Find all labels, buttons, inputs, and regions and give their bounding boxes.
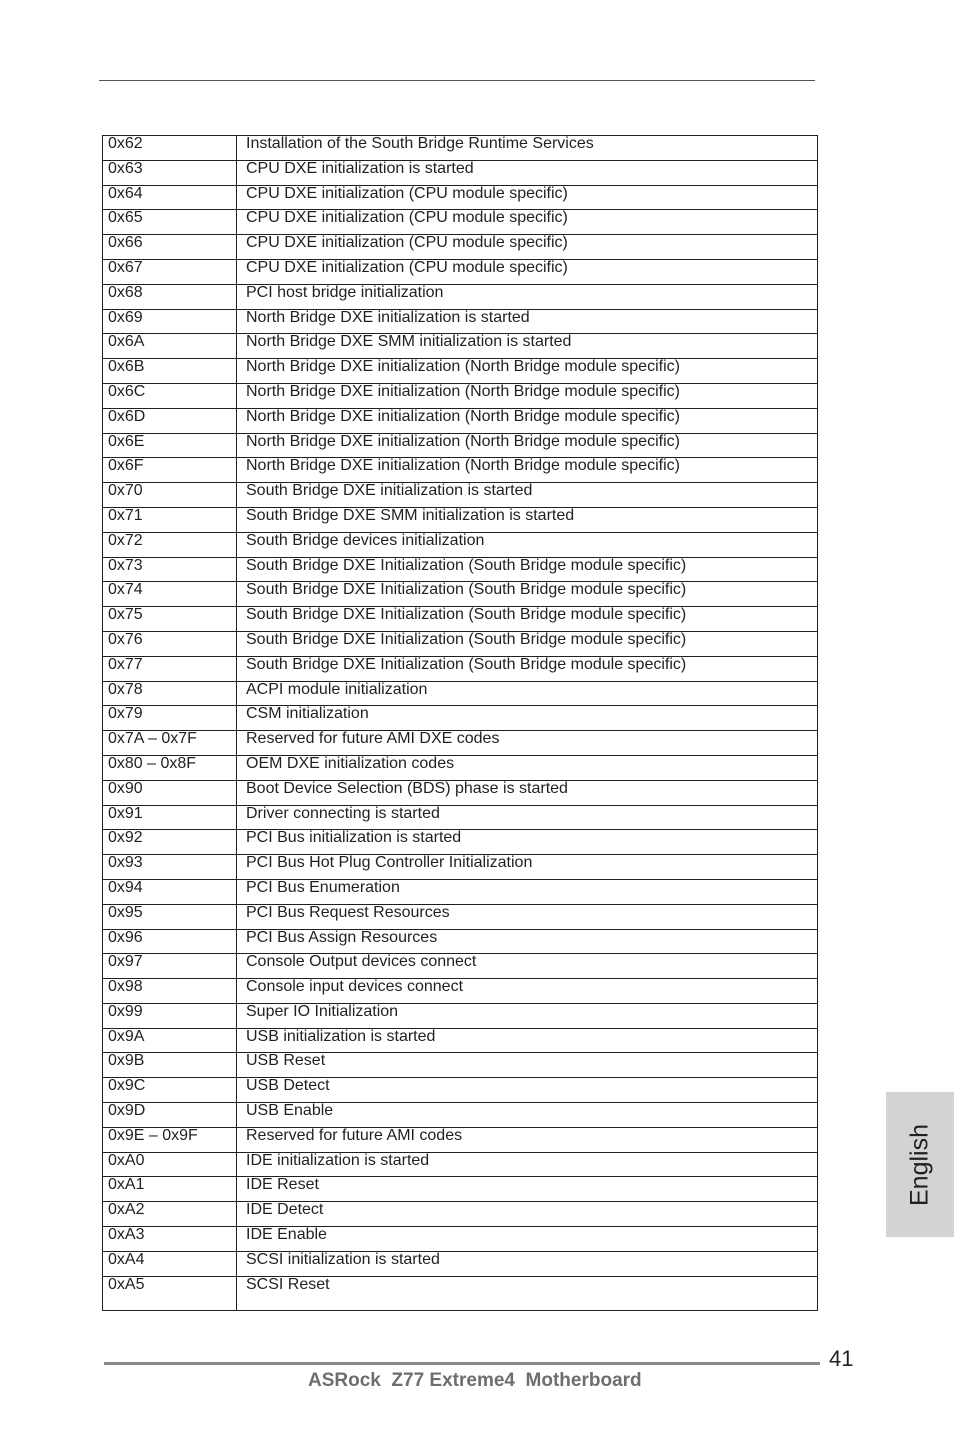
language-tab <box>886 1092 954 1237</box>
post-code-cell: 0x80 – 0x8F <box>103 755 237 780</box>
description-cell: PCI Bus Assign Resources <box>237 929 818 954</box>
table-row <box>103 706 818 731</box>
description-cell: Driver connecting is started <box>237 805 818 830</box>
description-cell: IDE Enable <box>237 1227 818 1252</box>
description-cell: South Bridge DXE Initialization (South Bridge module specific) <box>237 656 818 681</box>
description-cell: IDE Detect <box>237 1202 818 1227</box>
post-code-cell: 0x6A <box>103 334 237 359</box>
post-code-cell: 0x6D <box>103 408 237 433</box>
table-row <box>103 334 818 359</box>
description-cell: South Bridge DXE Initialization (South Bridge module specific) <box>237 582 818 607</box>
post-code-cell: 0x9E – 0x9F <box>103 1127 237 1152</box>
table-row <box>103 160 818 185</box>
description-cell: South Bridge DXE initialization is started <box>237 483 818 508</box>
post-code-cell: 0x63 <box>103 160 237 185</box>
post-code-cell: 0x66 <box>103 235 237 260</box>
table-row <box>103 805 818 830</box>
table-row <box>103 383 818 408</box>
post-code-cell: 0x93 <box>103 855 237 880</box>
description-cell: CPU DXE initialization is started <box>237 160 818 185</box>
post-code-cell: 0x95 <box>103 904 237 929</box>
post-code-cell: 0x9A <box>103 1028 237 1053</box>
description-cell: IDE Reset <box>237 1177 818 1202</box>
description-cell: North Bridge DXE initialization is started <box>237 309 818 334</box>
description-cell: Console input devices connect <box>237 979 818 1004</box>
table-row <box>103 458 818 483</box>
page-number: 41 <box>829 1346 854 1371</box>
table-row <box>103 235 818 260</box>
description-cell: CPU DXE initialization (CPU module specific) <box>237 185 818 210</box>
table-row <box>103 780 818 805</box>
post-code-cell: 0x9B <box>103 1053 237 1078</box>
table-row <box>103 929 818 954</box>
table-row <box>103 433 818 458</box>
description-cell: South Bridge DXE SMM initialization is started <box>237 507 818 532</box>
post-code-cell: 0x73 <box>103 557 237 582</box>
post-code-cell: 0x92 <box>103 830 237 855</box>
post-code-cell: 0x7A – 0x7F <box>103 731 237 756</box>
description-cell: North Bridge DXE initialization (North Bridge module specific) <box>237 433 818 458</box>
post-code-cell: 0x78 <box>103 681 237 706</box>
post-code-cell: 0x91 <box>103 805 237 830</box>
description-cell: North Bridge DXE initialization (North Bridge module specific) <box>237 383 818 408</box>
post-code-cell: 0xA4 <box>103 1251 237 1276</box>
post-code-cell: 0x72 <box>103 532 237 557</box>
post-code-cell: 0xA3 <box>103 1227 237 1252</box>
table-row <box>103 136 818 161</box>
post-code-cell: 0x62 <box>103 136 237 161</box>
table-row <box>103 309 818 334</box>
post-code-cell: 0x9D <box>103 1103 237 1128</box>
post-code-cell: 0x6E <box>103 433 237 458</box>
post-code-cell: 0xA5 <box>103 1276 237 1310</box>
post-code-cell: 0x68 <box>103 284 237 309</box>
post-code-cell: 0x96 <box>103 929 237 954</box>
post-code-cell: 0x98 <box>103 979 237 1004</box>
description-cell: South Bridge DXE Initialization (South Bridge module specific) <box>237 557 818 582</box>
post-code-cell: 0x67 <box>103 259 237 284</box>
footer-title: ASRock Z77 Extreme4 Motherboard <box>308 1370 642 1391</box>
table-row <box>103 855 818 880</box>
description-cell: CPU DXE initialization (CPU module specific) <box>237 210 818 235</box>
table-row <box>103 210 818 235</box>
post-code-cell: 0x6F <box>103 458 237 483</box>
description-cell: USB Enable <box>237 1103 818 1128</box>
table-row <box>103 1127 818 1152</box>
post-code-cell: 0x99 <box>103 1003 237 1028</box>
table-row <box>103 1227 818 1252</box>
post-code-cell: 0x6B <box>103 359 237 384</box>
post-code-cell: 0x9C <box>103 1078 237 1103</box>
post-code-cell: 0x79 <box>103 706 237 731</box>
table-row <box>103 284 818 309</box>
description-cell: North Bridge DXE initialization (North Bridge module specific) <box>237 359 818 384</box>
post-code-cell: 0xA0 <box>103 1152 237 1177</box>
description-cell: SCSI initialization is started <box>237 1251 818 1276</box>
table-row <box>103 259 818 284</box>
description-cell: Reserved for future AMI codes <box>237 1127 818 1152</box>
description-cell: IDE initialization is started <box>237 1152 818 1177</box>
table-row <box>103 532 818 557</box>
table-row <box>103 1251 818 1276</box>
post-code-cell: 0x97 <box>103 954 237 979</box>
table-row <box>103 979 818 1004</box>
table-row <box>103 483 818 508</box>
description-cell: ACPI module initialization <box>237 681 818 706</box>
description-cell: South Bridge devices initialization <box>237 532 818 557</box>
post-code-cell: 0x90 <box>103 780 237 805</box>
table-row <box>103 755 818 780</box>
table-row <box>103 359 818 384</box>
table-row <box>103 507 818 532</box>
description-cell: PCI Bus initialization is started <box>237 830 818 855</box>
footer-rule <box>104 1362 820 1365</box>
language-tab-label: English <box>905 1123 934 1206</box>
post-code-cell: 0x69 <box>103 309 237 334</box>
table-row <box>103 656 818 681</box>
table-row <box>103 582 818 607</box>
description-cell: North Bridge DXE initialization (North Bridge module specific) <box>237 408 818 433</box>
post-code-table-body <box>103 136 818 1311</box>
description-cell: North Bridge DXE initialization (North Bridge module specific) <box>237 458 818 483</box>
description-cell: Console Output devices connect <box>237 954 818 979</box>
description-cell: CSM initialization <box>237 706 818 731</box>
description-cell: CPU DXE initialization (CPU module specific) <box>237 235 818 260</box>
description-cell: Installation of the South Bridge Runtime Services <box>237 136 818 161</box>
post-code-cell: 0x94 <box>103 879 237 904</box>
post-code-cell: 0x64 <box>103 185 237 210</box>
table-row <box>103 1078 818 1103</box>
top-rule <box>99 80 815 81</box>
table-row <box>103 1152 818 1177</box>
description-cell: PCI host bridge initialization <box>237 284 818 309</box>
table-row <box>103 1276 818 1310</box>
table-row <box>103 1003 818 1028</box>
post-code-cell: 0x70 <box>103 483 237 508</box>
table-row <box>103 1103 818 1128</box>
post-code-cell: 0xA1 <box>103 1177 237 1202</box>
description-cell: USB Reset <box>237 1053 818 1078</box>
table-row <box>103 731 818 756</box>
post-code-cell: 0xA2 <box>103 1202 237 1227</box>
table-row <box>103 185 818 210</box>
table-row <box>103 954 818 979</box>
post-code-cell: 0x6C <box>103 383 237 408</box>
description-cell: USB Detect <box>237 1078 818 1103</box>
table-row <box>103 631 818 656</box>
table-row <box>103 879 818 904</box>
description-cell: CPU DXE initialization (CPU module specific) <box>237 259 818 284</box>
post-code-cell: 0x76 <box>103 631 237 656</box>
table-row <box>103 557 818 582</box>
post-code-table <box>102 135 818 1311</box>
post-code-cell: 0x75 <box>103 607 237 632</box>
table-row <box>103 1053 818 1078</box>
post-code-cell: 0x71 <box>103 507 237 532</box>
post-code-cell: 0x74 <box>103 582 237 607</box>
description-cell: OEM DXE initialization codes <box>237 755 818 780</box>
description-cell: PCI Bus Request Resources <box>237 904 818 929</box>
table-row <box>103 830 818 855</box>
description-cell: Boot Device Selection (BDS) phase is started <box>237 780 818 805</box>
table-row <box>103 681 818 706</box>
table-row <box>103 408 818 433</box>
table-row <box>103 1202 818 1227</box>
description-cell: PCI Bus Enumeration <box>237 879 818 904</box>
description-cell: North Bridge DXE SMM initialization is started <box>237 334 818 359</box>
description-cell: Reserved for future AMI DXE codes <box>237 731 818 756</box>
description-cell: USB initialization is started <box>237 1028 818 1053</box>
description-cell: South Bridge DXE Initialization (South Bridge module specific) <box>237 631 818 656</box>
description-cell: South Bridge DXE Initialization (South Bridge module specific) <box>237 607 818 632</box>
description-cell: Super IO Initialization <box>237 1003 818 1028</box>
post-code-cell: 0x65 <box>103 210 237 235</box>
table-row <box>103 607 818 632</box>
post-code-cell: 0x77 <box>103 656 237 681</box>
description-cell: PCI Bus Hot Plug Controller Initialization <box>237 855 818 880</box>
table-row <box>103 904 818 929</box>
description-cell: SCSI Reset <box>237 1276 818 1310</box>
table-row <box>103 1177 818 1202</box>
table-row <box>103 1028 818 1053</box>
